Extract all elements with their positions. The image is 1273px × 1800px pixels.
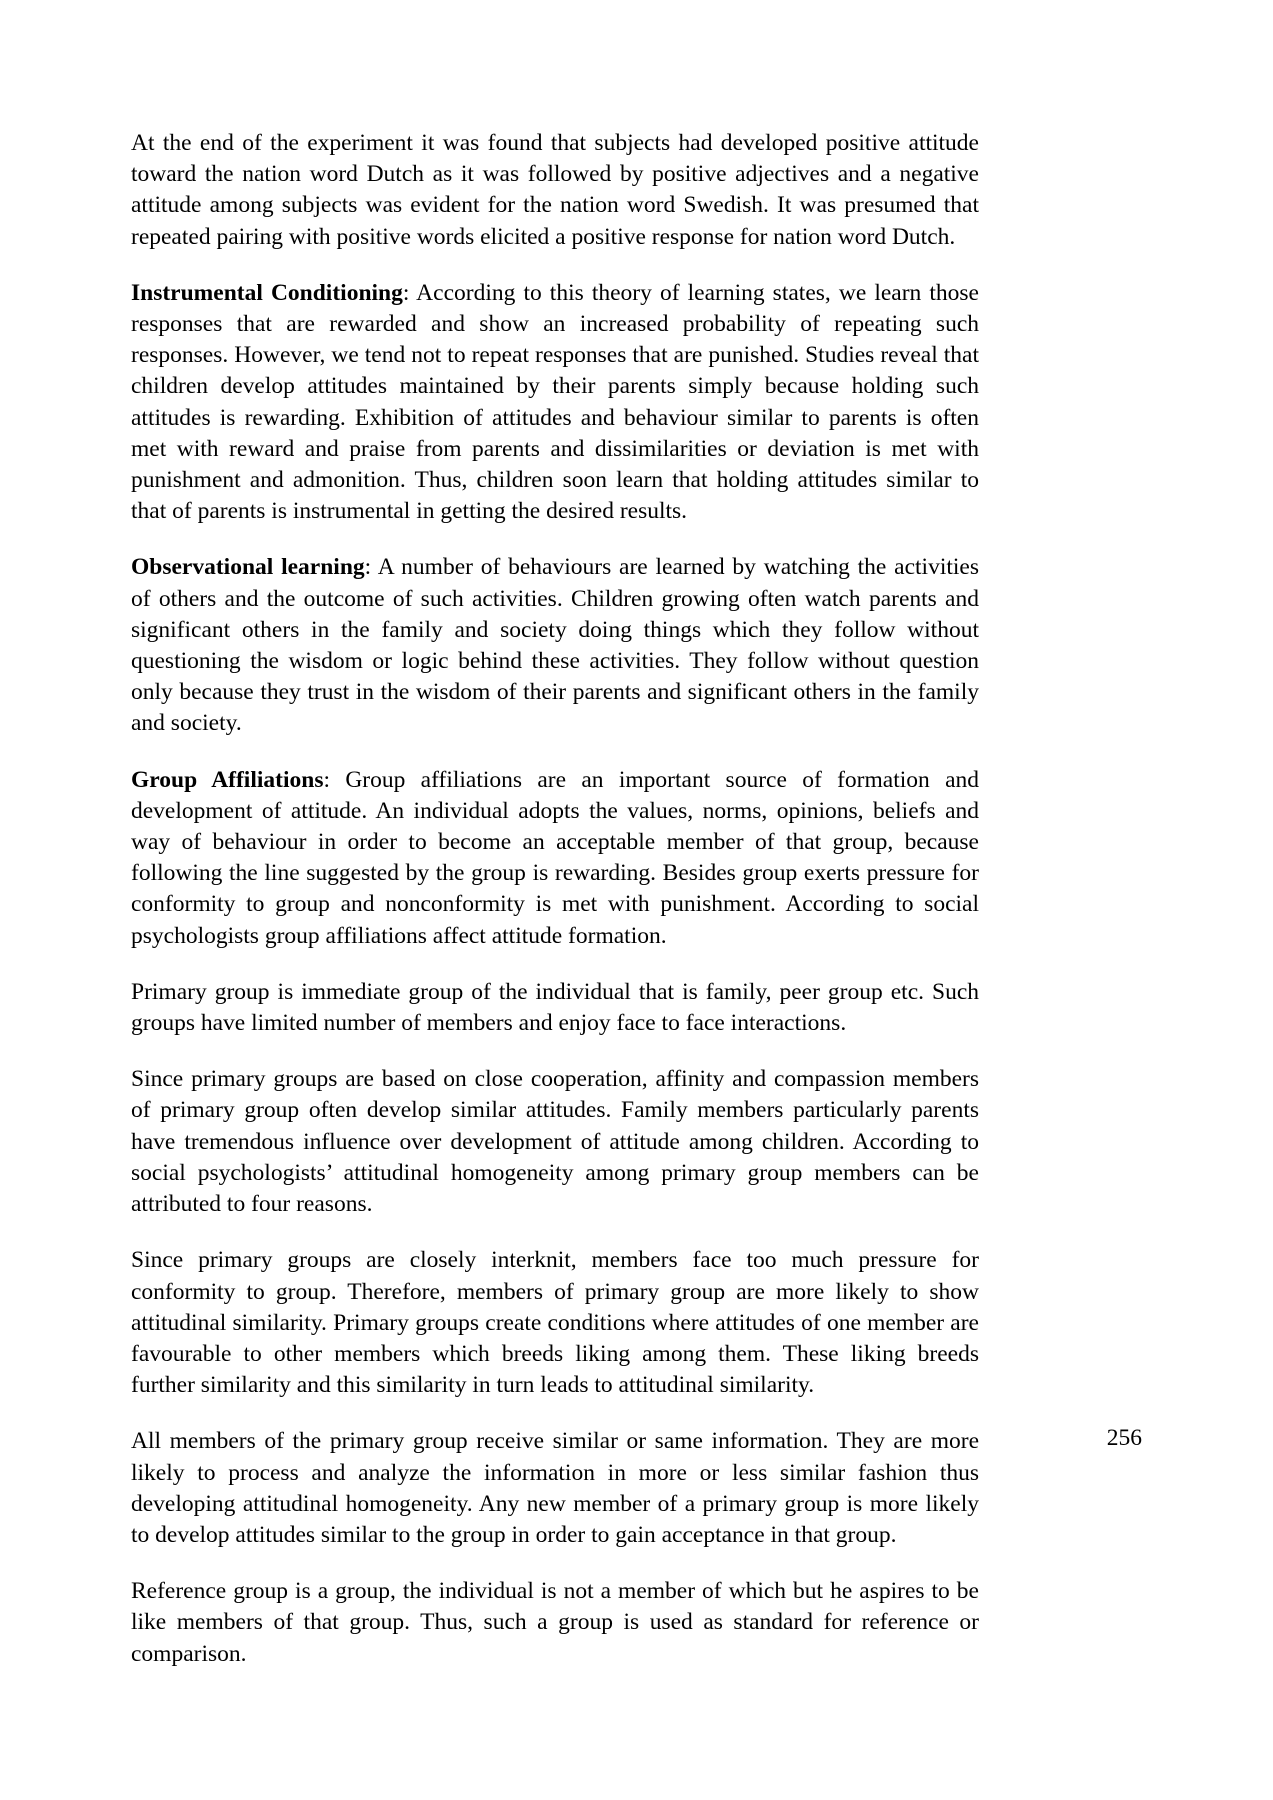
paragraph-text: Since primary groups are closely interknit, members face too much pressure for conformity to group. Therefore, members of primary group are more likely to show attitudinal similarity. Primary groups create conditions where attitudes of one member are favourable to other members which breeds liking among them. These liking breeds further similarity and this similarity in turn leads to attitudinal similarity. (131, 1247, 979, 1399)
paragraph-lead-in: Group Affiliations (131, 766, 324, 793)
paragraph-text: At the end of the experiment it was found that subjects had developed positive attitude toward the nation word Dutch as it was followed by positive adjectives and a negative attitude among subjects was evident for the nation word Swedish. It was presumed that repeated pairing with positive words elicited a positive response for nation word Dutch. (131, 130, 979, 250)
paragraph-text: Since primary groups are based on close cooperation, affinity and compassion members of primary group often develop similar attitudes. Family members particularly parents have tremendous influence over development of attitude among children. According to social psychologists’ attitudinal homogeneity among primary group members can be attributed to four reasons. (131, 1066, 979, 1218)
paragraph-text: Primary group is immediate group of the individual that is family, peer group etc. Such groups have limited number of members and enjoy face to face interactions. (131, 978, 979, 1037)
paragraph-group-affiliations (131, 765, 979, 952)
paragraph-observational-learning (131, 552, 979, 739)
paragraph-text: All members of the primary group receive similar or same information. They are more likely to process and analyze the information in more or less similar fashion thus developing attitudinal homogeneity. Any new member of a primary group is more likely to develop attitudes similar to the group in order to gain acceptance in that group. (131, 1428, 979, 1548)
paragraph-text: Reference group is a group, the individual is not a member of which but he aspires to be like members of that group. Thus, such a group is used as standard for reference or comparison. (131, 1578, 979, 1667)
paragraph-text: : According to this theory of learning states, we learn those responses that are rewarded and show an increased probability of repeating such responses. However, we tend not to repeat responses that are punished. Studies reveal that children develop attitudes maintained by their parents simply because holding such attitudes is rewarding. Exhibition of attitudes and behaviour similar to parents is often met with reward and praise from parents and dissimilarities or deviation is met with punishment and admonition. Thus, children soon learn that holding attitudes similar to that of parents is instrumental in getting the desired results. (131, 279, 979, 525)
paragraph-lead-in: Instrumental Conditioning (131, 279, 403, 306)
paragraph-8 (131, 1426, 979, 1551)
page-body-text (131, 128, 979, 1670)
paragraph-text: : A number of behaviours are learned by watching the activities of others and the outcome of such activities. Children growing often watch parents and significant others in the family and society doing things which they follow without questioning the wisdom or logic behind these activities. They follow without question only because they trust in the wisdom of their parents and significant others in the family and society. (131, 554, 979, 737)
paragraph-instrumental-conditioning (131, 278, 979, 528)
paragraph-6 (131, 1064, 979, 1220)
paragraph-lead-in: Observational learning (131, 554, 365, 581)
paragraph-7 (131, 1245, 979, 1401)
paragraph-9 (131, 1576, 979, 1670)
page-number: 256 (1106, 1425, 1142, 1451)
paragraph-1 (131, 128, 979, 253)
paragraph-5 (131, 977, 979, 1039)
paragraph-text: : Group affiliations are an important source of formation and development of attitude. An individual adopts the values, norms, opinions, beliefs and way of behaviour in order to become an acceptable member of that group, because following the line suggested by the group is rewarding. Besides group exerts pressure for conformity to group and nonconformity is met with punishment. According to social psychologists group affiliations affect attitude formation. (131, 766, 979, 949)
